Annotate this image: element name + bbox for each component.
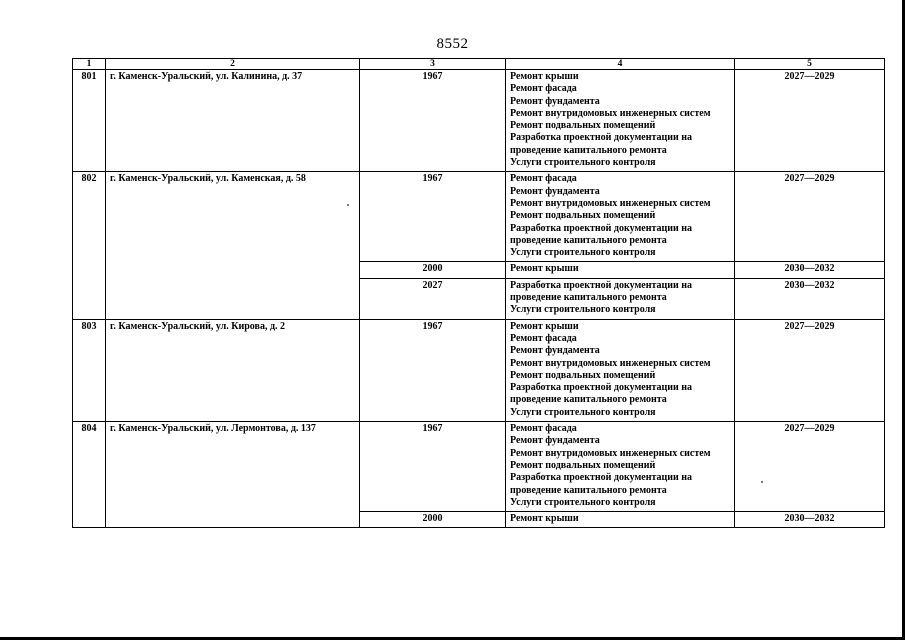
work-item: Ремонт фасада [510, 423, 577, 435]
period-cell: 2027—2029 [735, 172, 885, 262]
building-address: г. Каменск-Уральский, ул. Калинина, д. 37 [106, 70, 360, 172]
works-cell [506, 172, 735, 262]
work-item: Ремонт крыши [510, 263, 579, 275]
year-cell: 1967 [360, 422, 506, 512]
column-header-3: 3 [360, 59, 506, 70]
row-number: 801 [73, 70, 106, 172]
work-item: Ремонт фундамента [510, 95, 600, 107]
work-item: Услуги строительного контроля [510, 406, 656, 418]
page-number: 8552 [436, 36, 469, 52]
works-cell [506, 262, 735, 278]
year-cell: 2027 [360, 278, 506, 319]
row-number: 803 [73, 319, 106, 421]
work-item: Услуги строительного контроля [510, 247, 656, 259]
work-item: Ремонт внутридомовых инженерных систем [510, 107, 711, 119]
table-row [73, 70, 885, 172]
work-item: Ремонт внутридомовых инженерных систем [510, 197, 711, 209]
column-header-4: 4 [506, 59, 735, 70]
work-item: Разработка проектной документации на [510, 222, 693, 234]
work-item: Разработка проектной документации на [510, 472, 693, 484]
work-item: Разработка проектной документации на [510, 279, 693, 291]
period-cell: 2027—2029 [735, 70, 885, 172]
table-body [73, 70, 885, 528]
works-cell [506, 422, 735, 512]
work-item: проведение капитального ремонта [510, 144, 667, 156]
header-row [73, 59, 885, 70]
period-cell: 2027—2029 [735, 422, 885, 512]
work-item: Ремонт подвальных помещений [510, 120, 656, 132]
work-item: проведение капитального ремонта [510, 484, 667, 496]
works-cell [506, 70, 735, 172]
work-item: Услуги строительного контроля [510, 304, 656, 316]
building-address: г. Каменск-Уральский, ул. Лермонтова, д. 137 [106, 422, 360, 528]
period-cell: 2030—2032 [735, 262, 885, 278]
work-item: Ремонт подвальных помещений [510, 369, 656, 381]
works-cell [506, 512, 735, 528]
table-row [73, 172, 885, 262]
work-item: Ремонт подвальных помещений [510, 459, 656, 471]
work-item: Ремонт внутридомовых инженерных систем [510, 357, 711, 369]
work-item: Разработка проектной документации на [510, 382, 693, 394]
period-cell: 2030—2032 [735, 278, 885, 319]
building-address: г. Каменск-Уральский, ул. Каменская, д. 58 [106, 172, 360, 319]
work-item: Услуги строительного контроля [510, 496, 656, 508]
row-number: 802 [73, 172, 106, 319]
work-item: Ремонт крыши [510, 320, 579, 332]
building-address: г. Каменск-Уральский, ул. Кирова, д. 2 [106, 319, 360, 421]
work-item: Ремонт внутридомовых инженерных систем [510, 447, 711, 459]
work-item: проведение капитального ремонта [510, 292, 667, 304]
column-header-5: 5 [735, 59, 885, 70]
work-item: Ремонт фундамента [510, 185, 600, 197]
year-cell: 1967 [360, 70, 506, 172]
period-cell: 2027—2029 [735, 319, 885, 421]
table-row [73, 319, 885, 421]
work-item: Ремонт фундамента [510, 435, 600, 447]
column-header-1: 1 [73, 59, 106, 70]
column-header-2: 2 [106, 59, 360, 70]
work-item: Ремонт подвальных помещений [510, 210, 656, 222]
work-item: Услуги строительного контроля [510, 157, 656, 169]
year-cell: 2000 [360, 512, 506, 528]
works-cell [506, 278, 735, 319]
work-item: проведение капитального ремонта [510, 394, 667, 406]
work-item: Ремонт фундамента [510, 345, 600, 357]
capital-repair-table [72, 58, 885, 528]
work-item: Ремонт фасада [510, 173, 577, 185]
period-cell: 2030—2032 [735, 512, 885, 528]
work-item: Ремонт крыши [510, 71, 579, 82]
work-item: Ремонт фасада [510, 332, 577, 344]
work-item: Ремонт фасада [510, 83, 577, 95]
table-row [73, 422, 885, 512]
work-item: Ремонт крыши [510, 513, 579, 525]
works-cell [506, 319, 735, 421]
year-cell: 1967 [360, 172, 506, 262]
year-cell: 1967 [360, 319, 506, 421]
work-item: проведение капитального ремонта [510, 234, 667, 246]
year-cell: 2000 [360, 262, 506, 278]
row-number: 804 [73, 422, 106, 528]
work-item: Разработка проектной документации на [510, 132, 693, 144]
